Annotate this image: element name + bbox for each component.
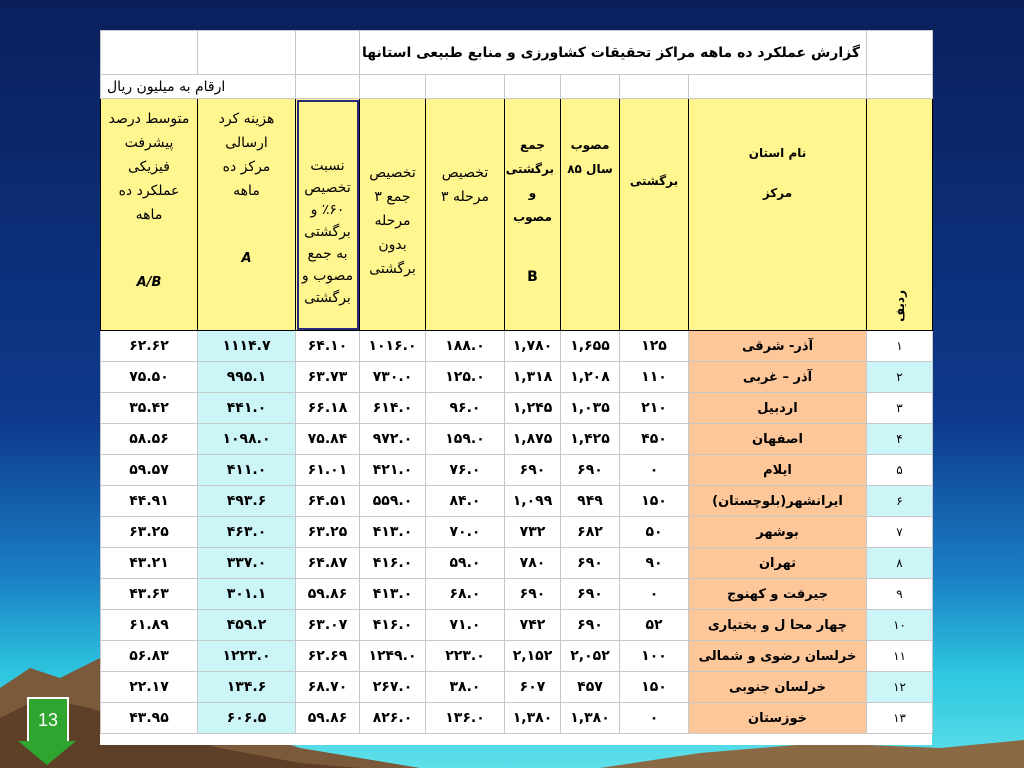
cell-cost[interactable]: ۴۵۹.۲ [198,610,296,641]
table-row [101,703,933,734]
cell-returned[interactable]: ۱۲۵ [620,331,689,362]
cell-alloc3-total[interactable]: ۸۲۶.۰ [360,703,426,734]
cell-total[interactable]: ۷۳۲ [505,517,561,548]
cell-row-no[interactable]: ۱۳ [867,703,933,734]
cell-ratio[interactable]: ۶۸.۷۰ [296,672,360,703]
cell-alloc3-total[interactable]: ۹۷۲.۰ [360,424,426,455]
cell-cost[interactable]: ۴۱۱.۰ [198,455,296,486]
table-row [101,579,933,610]
cell-progress[interactable]: ۴۳.۹۵ [101,703,198,734]
table-row [101,517,933,548]
cell-total[interactable]: ۶۹۰ [505,455,561,486]
cell-cost[interactable]: ۱۳۴.۶ [198,672,296,703]
cell-alloc3[interactable]: ۱۸۸.۰ [426,331,505,362]
cell-province[interactable]: خرلسان رضوی و شمالی [689,641,867,672]
cell-row-no[interactable]: ۴ [867,424,933,455]
cell-total[interactable]: ۱,۰۹۹ [505,486,561,517]
empty-cell[interactable] [296,75,360,99]
cell-alloc3-total[interactable]: ۴۱۳.۰ [360,517,426,548]
header-row-no[interactable] [867,99,933,331]
cell-approved[interactable]: ۶۹۰ [561,548,620,579]
cell-province[interactable]: خوزستان [689,703,867,734]
cell-cost[interactable]: ۴۴۱.۰ [198,393,296,424]
cell-alloc3[interactable]: ۷۰.۰ [426,517,505,548]
header-cost[interactable] [198,99,296,331]
table-row [101,672,933,703]
report-table [100,30,933,734]
cell-ratio[interactable]: ۶۴.۱۰ [296,331,360,362]
cell-ratio[interactable]: ۶۴.۵۱ [296,486,360,517]
arrow-down-icon[interactable] [18,741,76,765]
cell-row-no[interactable]: ۱۰ [867,610,933,641]
cell-row-no[interactable]: ۲ [867,362,933,393]
cell-alloc3-total[interactable]: ۴۱۶.۰ [360,610,426,641]
cell-row-no[interactable]: ۳ [867,393,933,424]
cell-province[interactable]: اصفهان [689,424,867,455]
cell-approved[interactable]: ۶۹۰ [561,579,620,610]
report-title: گزارش عملکرد ده ماهه مراکز تحقیقات کشاورزی و منابع طبیعی استانها [360,31,867,75]
cell-cost[interactable]: ۳۰۱.۱ [198,579,296,610]
cell-returned[interactable]: ۰ [620,579,689,610]
cell-alloc3[interactable]: ۱۲۵.۰ [426,362,505,393]
table-row [101,548,933,579]
cell-progress[interactable]: ۴۳.۶۳ [101,579,198,610]
empty-cell[interactable] [426,75,505,99]
table-row [101,424,933,455]
header-alloc3-label: تخصیص مرحله ۳ [441,165,489,205]
cell-returned[interactable]: ۹۰ [620,548,689,579]
table-row [101,486,933,517]
empty-cell[interactable] [620,75,689,99]
cell-province[interactable]: آذر – غربی [689,362,867,393]
header-progress-label: متوسط درصد پیشرفت فیزیکی عملکرد ده ماهه [108,111,190,223]
header-progress-code: A/B [136,275,162,290]
cell-row-no[interactable]: ۵ [867,455,933,486]
table-row [101,362,933,393]
cell-row-no[interactable]: ۸ [867,548,933,579]
cell-approved[interactable]: ۶۹۰ [561,610,620,641]
cell-ratio[interactable]: ۵۹.۸۶ [296,579,360,610]
cell-total[interactable]: ۱,۳۸۰ [505,703,561,734]
cell-row-no[interactable]: ۱ [867,331,933,362]
header-cost-code: A [241,251,252,266]
cell-alloc3-total[interactable]: ۶۱۴.۰ [360,393,426,424]
table-row [101,393,933,424]
cell-ratio[interactable]: ۵۹.۸۶ [296,703,360,734]
cell-total[interactable]: ۶۰۷ [505,672,561,703]
cell-ratio[interactable]: ۷۵.۸۴ [296,424,360,455]
cell-approved[interactable]: ۱,۰۳۵ [561,393,620,424]
empty-cell[interactable] [101,31,198,75]
cell-cost[interactable]: ۴۶۳.۰ [198,517,296,548]
header-ratio-label: نسبت تخصیص ۶۰٪ و برگشتی به جمع مصوب و برگشتی [301,158,354,306]
cell-ratio[interactable]: ۶۳.۲۵ [296,517,360,548]
empty-cell[interactable] [867,75,933,99]
cell-total[interactable]: ۱,۳۱۸ [505,362,561,393]
cell-alloc3[interactable]: ۹۶.۰ [426,393,505,424]
empty-cell[interactable] [689,75,867,99]
cell-alloc3-total[interactable]: ۴۱۳.۰ [360,579,426,610]
cell-total[interactable]: ۱,۷۸۰ [505,331,561,362]
cell-cost[interactable]: ۱۲۲۳.۰ [198,641,296,672]
cell-approved[interactable]: ۱,۳۸۰ [561,703,620,734]
cell-province[interactable]: ایلام [689,455,867,486]
cell-approved[interactable]: ۶۸۲ [561,517,620,548]
cell-progress[interactable]: ۴۳.۲۱ [101,548,198,579]
cell-total[interactable]: ۱,۸۷۵ [505,424,561,455]
cell-alloc3-total[interactable]: ۴۱۶.۰ [360,548,426,579]
cell-alloc3[interactable]: ۱۳۶.۰ [426,703,505,734]
cell-alloc3-total[interactable]: ۲۶۷.۰ [360,672,426,703]
header-approved[interactable] [561,99,620,331]
header-row-no-label: ردیف [892,290,907,322]
cell-progress[interactable]: ۲۲.۱۷ [101,672,198,703]
cell-ratio[interactable]: ۶۴.۸۷ [296,548,360,579]
cell-ratio[interactable]: ۶۲.۶۹ [296,641,360,672]
cell-progress[interactable]: ۵۹.۵۷ [101,455,198,486]
cell-approved[interactable]: ۱,۲۰۸ [561,362,620,393]
cell-approved[interactable]: ۱,۶۵۵ [561,331,620,362]
header-alloc3[interactable] [426,99,505,331]
cell-progress[interactable]: ۴۴.۹۱ [101,486,198,517]
cell-row-no[interactable]: ۱۲ [867,672,933,703]
cell-total[interactable]: ۲,۱۵۲ [505,641,561,672]
table-row [101,455,933,486]
cell-alloc3[interactable]: ۳۸.۰ [426,672,505,703]
cell-row-no[interactable]: ۱۱ [867,641,933,672]
cell-approved[interactable]: ۴۵۷ [561,672,620,703]
cell-total[interactable]: ۷۸۰ [505,548,561,579]
header-cost-label: هزینه کرد ارسالی مرکز ده ماهه [218,111,275,199]
cell-returned[interactable]: ۴۵۰ [620,424,689,455]
empty-cell[interactable] [360,75,426,99]
cell-alloc3-total[interactable]: ۱۰۱۶.۰ [360,331,426,362]
cell-progress[interactable]: ۵۶.۸۳ [101,641,198,672]
cell-total[interactable]: ۷۴۲ [505,610,561,641]
cell-returned[interactable]: ۱۱۰ [620,362,689,393]
table-row [101,610,933,641]
cell-approved[interactable]: ۲,۰۵۲ [561,641,620,672]
cell-cost[interactable]: ۶۰۶.۵ [198,703,296,734]
empty-cell[interactable] [867,31,933,75]
empty-cell[interactable] [296,31,360,75]
cell-cost[interactable]: ۱۰۹۸.۰ [198,424,296,455]
cell-progress[interactable]: ۶۲.۶۲ [101,331,198,362]
cell-alloc3[interactable]: ۶۸.۰ [426,579,505,610]
header-province[interactable] [689,99,867,331]
cell-total[interactable]: ۶۹۰ [505,579,561,610]
cell-returned[interactable]: ۰ [620,455,689,486]
cell-alloc3[interactable]: ۷۱.۰ [426,610,505,641]
header-ratio[interactable] [296,99,360,331]
header-total-label: جمع برگشتی و مصوب [505,138,554,224]
cell-cost[interactable]: ۱۱۱۴.۷ [198,331,296,362]
header-alloc3-total[interactable] [360,99,426,331]
cell-province[interactable]: خرلسان جنوبی [689,672,867,703]
cell-province[interactable]: جیرفت و کهنوج [689,579,867,610]
cell-row-no[interactable]: ۹ [867,579,933,610]
cell-province[interactable]: ایرانشهر(بلوچستان) [689,486,867,517]
cell-province[interactable]: آذر- شرقی [689,331,867,362]
header-total-code: B [527,269,538,285]
header-progress[interactable] [101,99,198,331]
cell-alloc3[interactable]: ۲۲۳.۰ [426,641,505,672]
header-province-label: نام استان مرکز [748,146,807,200]
cell-alloc3-total[interactable]: ۵۵۹.۰ [360,486,426,517]
header-total[interactable] [505,99,561,331]
header-returned[interactable] [620,99,689,331]
cell-row-no[interactable]: ۷ [867,517,933,548]
cell-progress[interactable]: ۶۱.۸۹ [101,610,198,641]
cell-alloc3[interactable]: ۷۶.۰ [426,455,505,486]
cell-approved[interactable]: ۶۹۰ [561,455,620,486]
cell-returned[interactable]: ۲۱۰ [620,393,689,424]
cell-returned[interactable]: ۵۰ [620,517,689,548]
empty-cell[interactable] [198,31,296,75]
cell-province[interactable]: اردبیل [689,393,867,424]
unit-note: ارقام به میلیون ریال [101,75,296,99]
cell-returned[interactable]: ۵۲ [620,610,689,641]
spreadsheet-sheet [100,30,932,745]
cell-province[interactable]: چهار محا ل و بختیاری [689,610,867,641]
cell-progress[interactable]: ۷۵.۵۰ [101,362,198,393]
cell-progress[interactable]: ۳۵.۴۲ [101,393,198,424]
cell-province[interactable]: تهران [689,548,867,579]
cell-cost[interactable]: ۳۳۷.۰ [198,548,296,579]
cell-alloc3-total[interactable]: ۴۲۱.۰ [360,455,426,486]
cell-ratio[interactable]: ۶۳.۷۳ [296,362,360,393]
table-row [101,641,933,672]
empty-cell[interactable] [505,75,561,99]
cell-returned[interactable]: ۰ [620,703,689,734]
cell-cost[interactable]: ۹۹۵.۱ [198,362,296,393]
header-alloc3-total-label: تخصیص جمع ۳ مرحله بدون برگشتی [369,165,416,277]
cell-returned[interactable]: ۱۰۰ [620,641,689,672]
cell-ratio[interactable]: ۶۱.۰۱ [296,455,360,486]
table-row [101,331,933,362]
cell-approved[interactable]: ۱,۴۲۵ [561,424,620,455]
empty-cell[interactable] [561,75,620,99]
cell-alloc3-total[interactable]: ۷۳۰.۰ [360,362,426,393]
cell-alloc3[interactable]: ۱۵۹.۰ [426,424,505,455]
cell-returned[interactable]: ۱۵۰ [620,672,689,703]
header-returned-label: برگشتی [629,174,679,188]
cell-alloc3-total[interactable]: ۱۲۴۹.۰ [360,641,426,672]
cell-progress[interactable]: ۵۸.۵۶ [101,424,198,455]
cell-row-no[interactable]: ۶ [867,486,933,517]
header-approved-label: مصوب سال ۸۵ [567,138,613,176]
cell-province[interactable]: بوشهر [689,517,867,548]
cell-ratio[interactable]: ۶۶.۱۸ [296,393,360,424]
cell-returned[interactable]: ۱۵۰ [620,486,689,517]
header-row [101,99,933,331]
cell-progress[interactable]: ۶۳.۲۵ [101,517,198,548]
cell-alloc3[interactable]: ۵۹.۰ [426,548,505,579]
cell-alloc3[interactable]: ۸۴.۰ [426,486,505,517]
slide-number[interactable]: 13 [27,697,69,743]
cell-ratio[interactable]: ۶۳.۰۷ [296,610,360,641]
cell-cost[interactable]: ۴۹۳.۶ [198,486,296,517]
cell-total[interactable]: ۱,۲۴۵ [505,393,561,424]
cell-approved[interactable]: ۹۴۹ [561,486,620,517]
